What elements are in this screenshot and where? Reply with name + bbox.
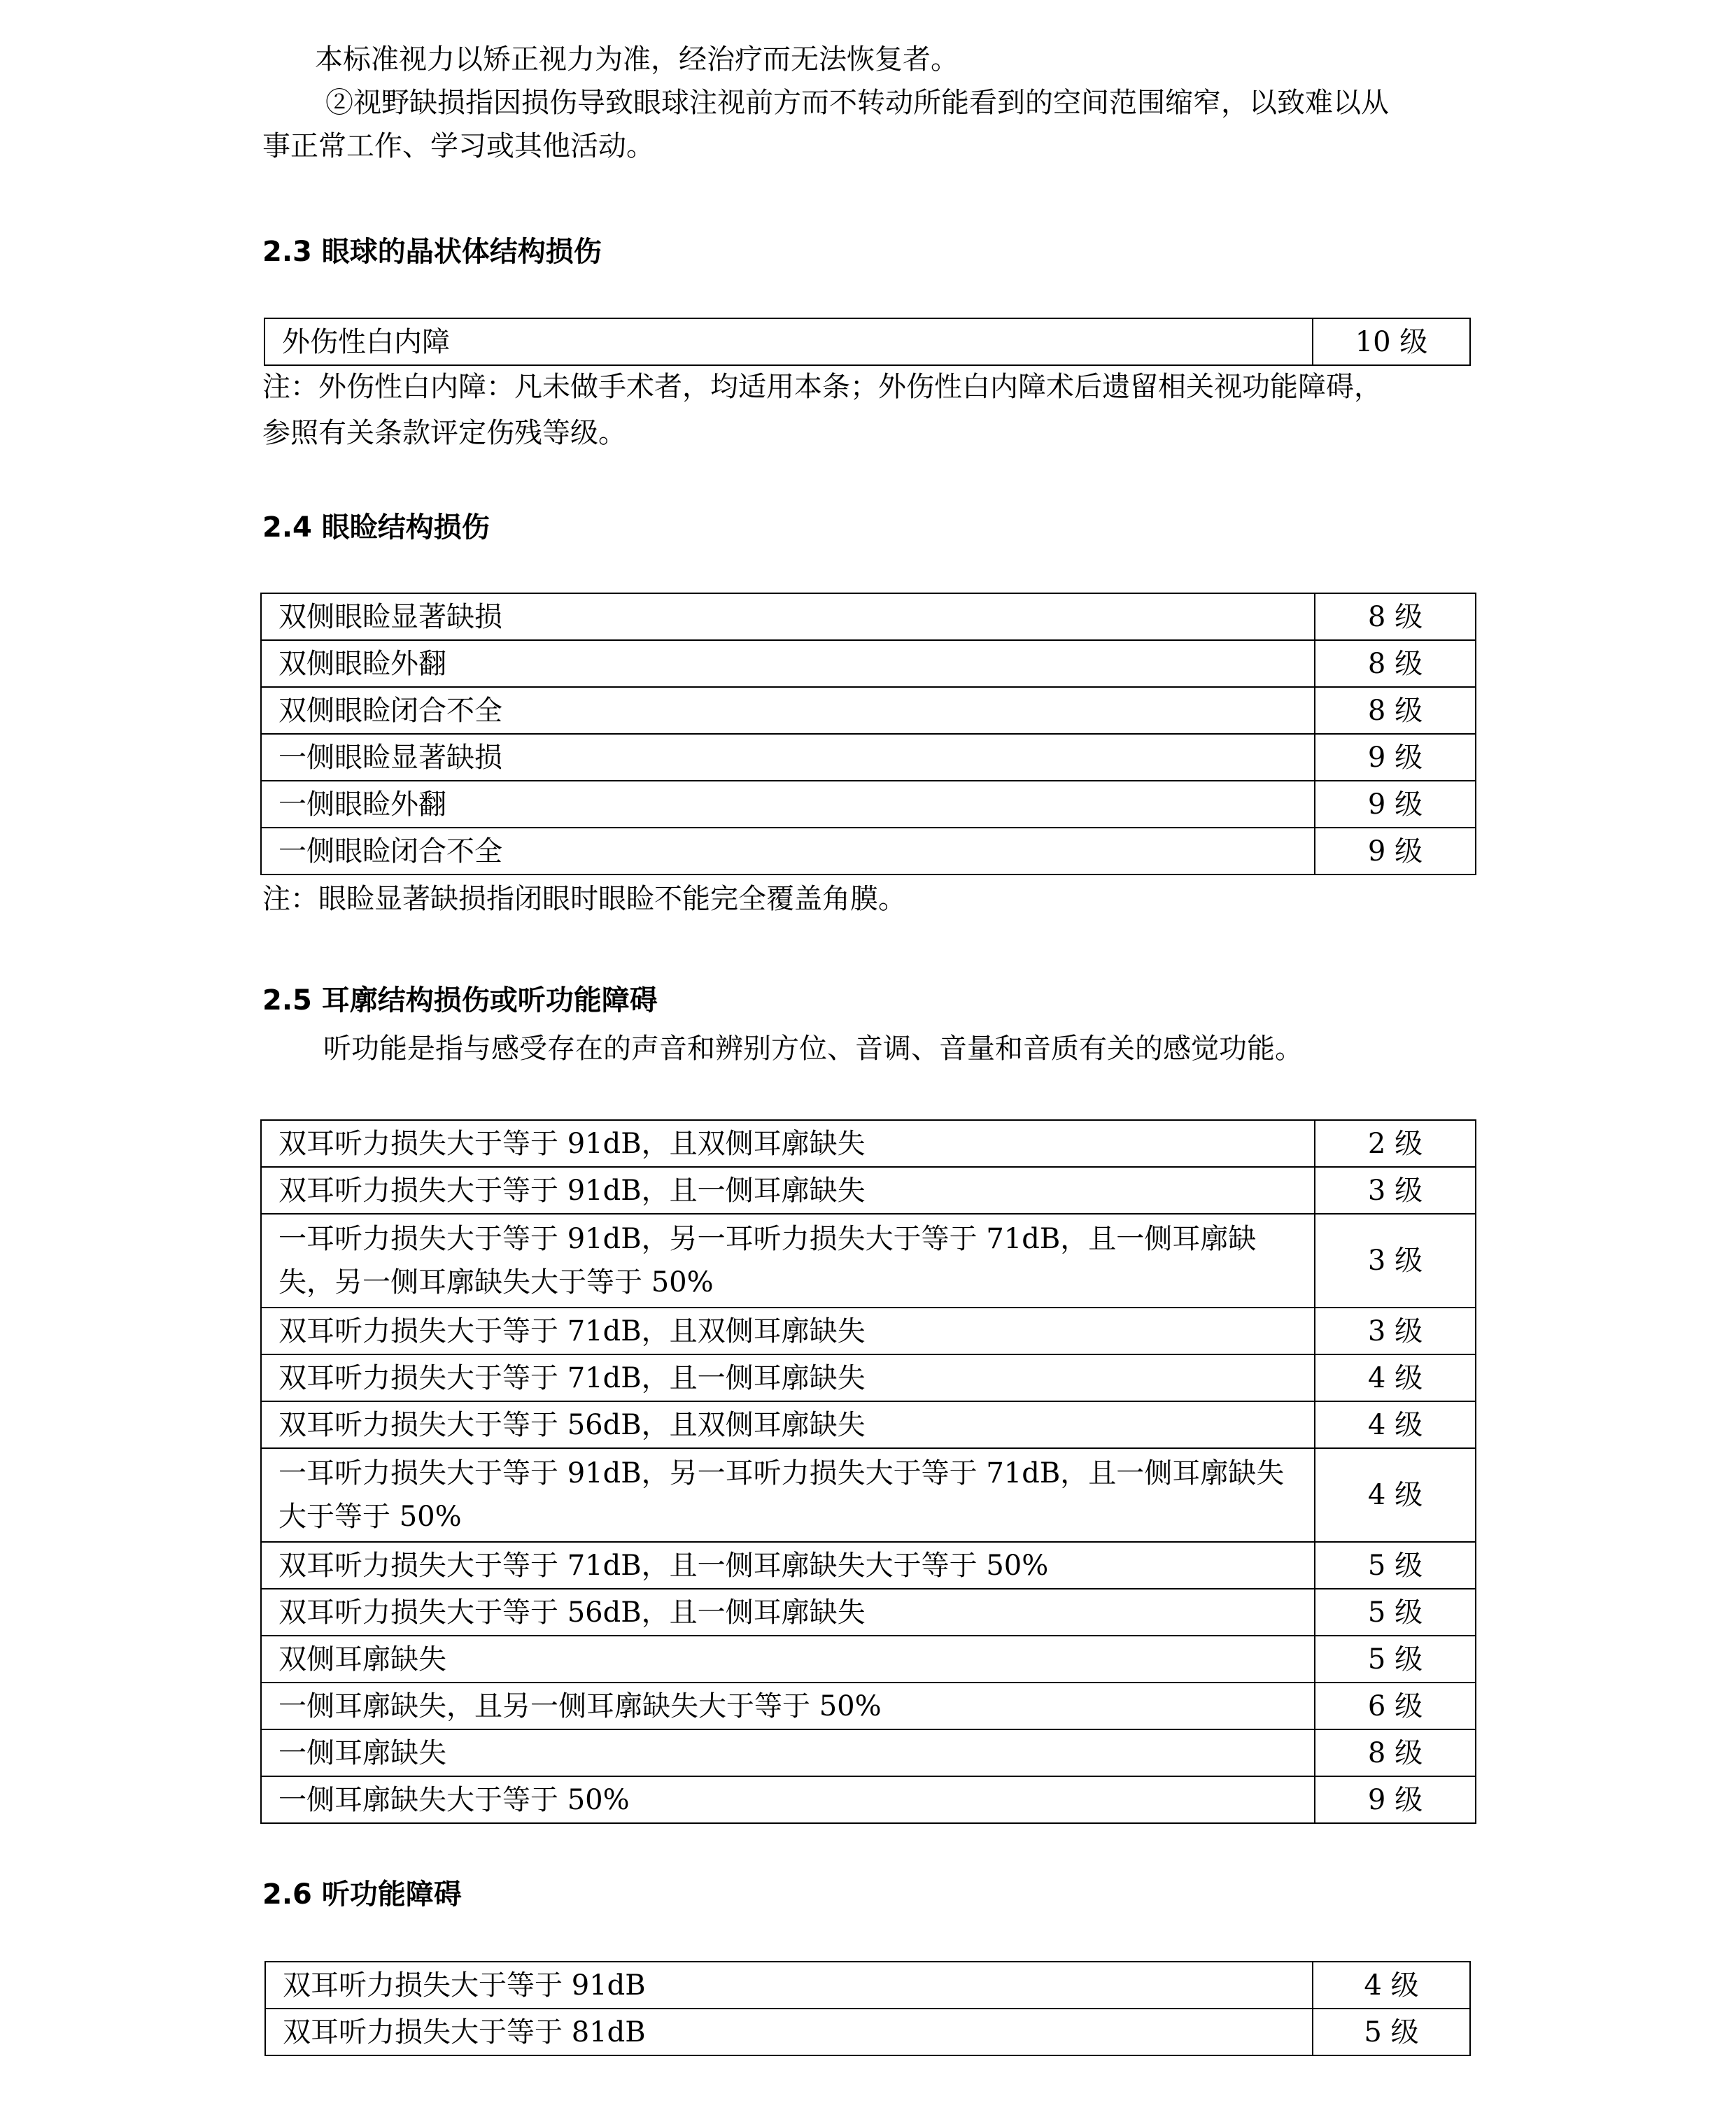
table-row bbox=[261, 1542, 1476, 1589]
table-row bbox=[261, 1401, 1476, 1448]
row-desc: 双耳听力损失大于等于 71dB，且双侧耳廓缺失 bbox=[261, 1308, 1315, 1354]
table-row bbox=[261, 1167, 1476, 1214]
row-grade: 5 级 bbox=[1315, 1589, 1476, 1636]
row-grade: 2 级 bbox=[1315, 1120, 1476, 1167]
row-grade: 3 级 bbox=[1315, 1167, 1476, 1214]
row-grade: 9 级 bbox=[1315, 734, 1476, 781]
table-row bbox=[261, 781, 1476, 828]
intro-line-2: ②视野缺损指因损伤导致眼球注视前方而不转动所能看到的空间范围缩窄，以致难以从 bbox=[325, 87, 1389, 119]
row-desc: 双耳听力损失大于等于 91dB bbox=[265, 1962, 1313, 2009]
row-grade: 5 级 bbox=[1313, 2009, 1470, 2055]
table-row bbox=[261, 1683, 1476, 1729]
row-desc: 一侧眼睑闭合不全 bbox=[261, 828, 1315, 875]
row-desc: 双耳听力损失大于等于 56dB，且双侧耳廓缺失 bbox=[261, 1401, 1315, 1448]
row-grade: 6 级 bbox=[1315, 1683, 1476, 1729]
row-grade: 9 级 bbox=[1315, 781, 1476, 828]
table-2-4 bbox=[260, 593, 1476, 875]
intro-line-1: 本标准视力以矫正视力为准，经治疗而无法恢复者。 bbox=[315, 43, 959, 76]
row-desc: 双侧眼睑闭合不全 bbox=[261, 687, 1315, 734]
note-2-3-line-2: 参照有关条款评定伤残等级。 bbox=[262, 417, 626, 449]
row-desc: 双耳听力损失大于等于 91dB，且一侧耳廓缺失 bbox=[261, 1167, 1315, 1214]
table-row bbox=[261, 828, 1476, 875]
table-row bbox=[261, 687, 1476, 734]
row-grade: 8 级 bbox=[1315, 640, 1476, 687]
row-grade: 8 级 bbox=[1315, 593, 1476, 640]
table-row bbox=[261, 640, 1476, 687]
row-desc: 外伤性白内障 bbox=[264, 318, 1313, 365]
row-desc: 一耳听力损失大于等于 91dB，另一耳听力损失大于等于 71dB，且一侧耳廓缺失，另一侧耳廓缺失大于等于 50% bbox=[261, 1214, 1315, 1308]
row-desc: 双耳听力损失大于等于 81dB bbox=[265, 2009, 1313, 2055]
table-row bbox=[261, 1120, 1476, 1167]
row-desc: 双侧眼睑外翻 bbox=[261, 640, 1315, 687]
table-row bbox=[261, 1776, 1476, 1823]
row-desc: 双耳听力损失大于等于 71dB，且一侧耳廓缺失 bbox=[261, 1354, 1315, 1401]
row-grade: 10 级 bbox=[1313, 318, 1470, 365]
row-desc: 一耳听力损失大于等于 91dB，另一耳听力损失大于等于 71dB，且一侧耳廓缺失大于等于 50% bbox=[261, 1448, 1315, 1542]
table-row bbox=[261, 1448, 1476, 1542]
row-desc: 双耳听力损失大于等于 56dB，且一侧耳廓缺失 bbox=[261, 1589, 1315, 1636]
table-2-6 bbox=[264, 1961, 1471, 2056]
table-row bbox=[265, 1962, 1470, 2009]
row-desc: 双侧耳廓缺失 bbox=[261, 1636, 1315, 1683]
row-grade: 8 级 bbox=[1315, 1729, 1476, 1776]
row-desc: 双侧眼睑显著缺损 bbox=[261, 593, 1315, 640]
row-grade: 9 级 bbox=[1315, 1776, 1476, 1823]
row-grade: 5 级 bbox=[1315, 1542, 1476, 1589]
row-grade: 3 级 bbox=[1315, 1214, 1476, 1308]
row-desc: 一侧眼睑显著缺损 bbox=[261, 734, 1315, 781]
row-grade: 5 级 bbox=[1315, 1636, 1476, 1683]
section-heading-2-6: 2.6 听功能障碍 bbox=[262, 1878, 462, 1911]
section-heading-2-4: 2.4 眼睑结构损伤 bbox=[262, 511, 490, 544]
row-grade: 4 级 bbox=[1315, 1448, 1476, 1542]
table-row bbox=[261, 593, 1476, 640]
table-row bbox=[265, 2009, 1470, 2055]
table-row bbox=[261, 1214, 1476, 1308]
table-row bbox=[261, 1354, 1476, 1401]
row-grade: 9 级 bbox=[1315, 828, 1476, 875]
table-row bbox=[264, 318, 1470, 365]
row-grade: 8 级 bbox=[1315, 687, 1476, 734]
row-desc: 一侧眼睑外翻 bbox=[261, 781, 1315, 828]
table-2-3 bbox=[264, 318, 1471, 366]
note-2-4: 注：眼睑显著缺损指闭眼时眼睑不能完全覆盖角膜。 bbox=[262, 883, 906, 915]
note-2-3-line-1: 注：外伤性白内障：凡未做手术者，均适用本条；外伤性白内障术后遗留相关视功能障碍， bbox=[262, 371, 1382, 403]
table-row bbox=[261, 1589, 1476, 1636]
table-row bbox=[261, 1636, 1476, 1683]
section-heading-2-5: 2.5 耳廓结构损伤或听功能障碍 bbox=[262, 984, 658, 1017]
table-2-5 bbox=[260, 1119, 1476, 1824]
table-row bbox=[261, 1729, 1476, 1776]
row-desc: 双耳听力损失大于等于 91dB，且双侧耳廓缺失 bbox=[261, 1120, 1315, 1167]
row-grade: 4 级 bbox=[1315, 1401, 1476, 1448]
row-grade: 3 级 bbox=[1315, 1308, 1476, 1354]
row-desc: 双耳听力损失大于等于 71dB，且一侧耳廓缺失大于等于 50% bbox=[261, 1542, 1315, 1589]
row-grade: 4 级 bbox=[1313, 1962, 1470, 2009]
row-desc: 一侧耳廓缺失 bbox=[261, 1729, 1315, 1776]
intro-line-3: 事正常工作、学习或其他活动。 bbox=[262, 130, 654, 162]
table-row bbox=[261, 1308, 1476, 1354]
section-2-5-intro: 听功能是指与感受存在的声音和辨别方位、音调、音量和音质有关的感觉功能。 bbox=[323, 1033, 1303, 1065]
table-row bbox=[261, 734, 1476, 781]
row-desc: 一侧耳廓缺失大于等于 50% bbox=[261, 1776, 1315, 1823]
section-heading-2-3: 2.3 眼球的晶状体结构损伤 bbox=[262, 236, 602, 268]
row-desc: 一侧耳廓缺失，且另一侧耳廓缺失大于等于 50% bbox=[261, 1683, 1315, 1729]
row-grade: 4 级 bbox=[1315, 1354, 1476, 1401]
